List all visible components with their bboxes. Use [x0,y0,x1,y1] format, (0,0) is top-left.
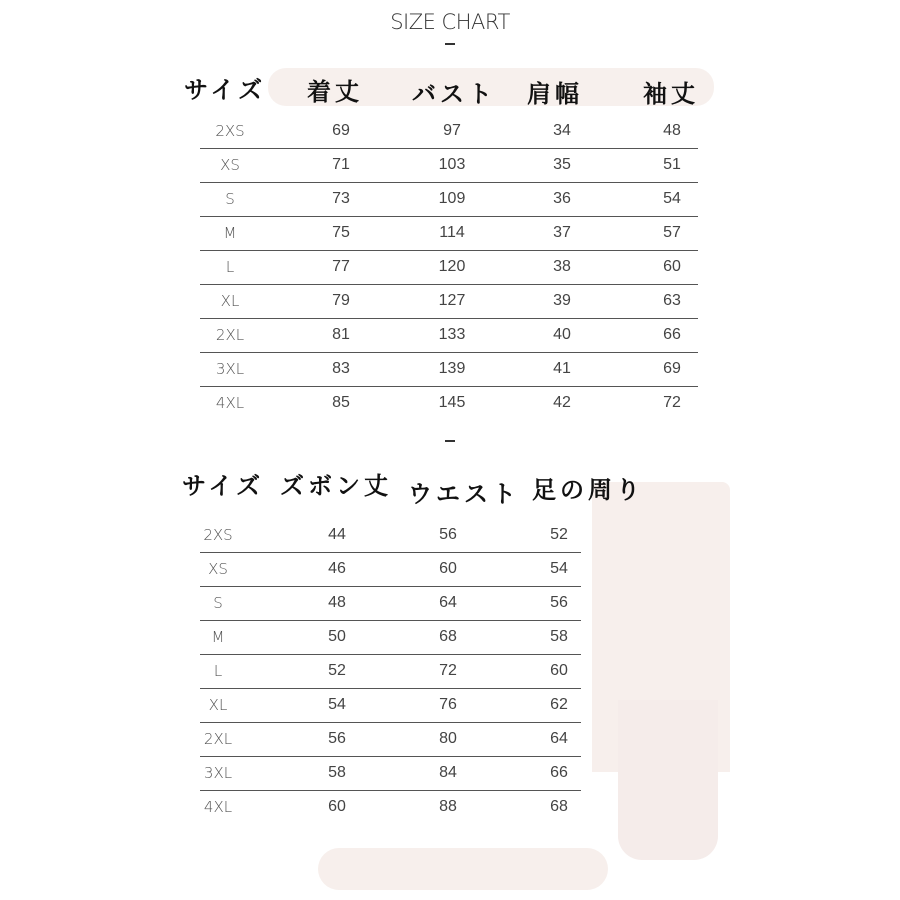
cell-pants-length: 52 [328,662,346,679]
cell-leg-opening: 64 [550,730,568,747]
table-row [200,620,581,655]
cell-length: 75 [332,224,350,241]
cell-pants-length: 48 [328,594,346,611]
cell-size: 2XL [203,730,233,748]
cell-shoulder: 40 [553,326,571,343]
table-row [200,182,698,217]
cell-leg-opening: 58 [550,628,568,645]
cell-length: 85 [332,394,350,411]
cell-bust: 103 [438,156,466,173]
cell-bust: 127 [438,292,466,309]
table-row [200,318,698,353]
cell-size: L [225,258,235,276]
cell-bust: 139 [438,360,466,377]
cell-shoulder: 41 [553,360,571,377]
cell-size: M [211,628,225,646]
table-row [200,148,698,183]
cell-waist: 72 [439,662,457,679]
table-row [200,722,581,757]
cell-sleeve: 69 [663,360,681,377]
table-row [200,586,581,621]
cell-size: 3XL [203,764,233,782]
table-row [200,654,581,689]
table-row [200,250,698,285]
cell-size: XS [220,156,240,174]
bottom-header-waist: ウエスト [408,480,520,508]
cell-length: 79 [332,292,350,309]
table-row [200,284,698,319]
section-divider [445,440,455,442]
cell-shoulder: 35 [553,156,571,173]
table-row [200,552,581,587]
cell-sleeve: 66 [663,326,681,343]
cell-shoulder: 38 [553,258,571,275]
cell-length: 71 [332,156,350,173]
top-header-sleeve: 袖丈 [643,80,699,108]
cell-bust: 114 [439,224,465,241]
brush-stroke-side-lower [618,700,718,860]
cell-bust: 97 [443,122,461,139]
table-row [200,352,698,387]
cell-pants-length: 60 [328,798,346,815]
cell-waist: 80 [439,730,457,747]
cell-bust: 133 [438,326,466,343]
cell-shoulder: 42 [553,394,571,411]
cell-size: 2XS [203,526,233,544]
cell-sleeve: 63 [663,292,681,309]
cell-waist: 64 [439,594,457,611]
cell-bust: 145 [438,394,466,411]
top-header-length: 着丈 [307,78,363,106]
top-header-bust: バスト [412,80,496,108]
table-row [200,790,581,824]
table-row [200,756,581,791]
cell-size: S [213,594,223,612]
top-header-shoulder: 肩幅 [527,80,583,108]
bottom-header-leg-opening: 足の周り [532,476,644,504]
cell-size: 2XL [215,326,245,344]
cell-size: M [223,224,237,242]
cell-waist: 56 [439,526,457,543]
cell-pants-length: 58 [328,764,346,781]
cell-shoulder: 37 [553,224,571,241]
cell-shoulder: 39 [553,292,571,309]
page-title: SIZE CHART [390,10,510,34]
cell-leg-opening: 66 [550,764,568,781]
cell-shoulder: 36 [553,190,571,207]
cell-leg-opening: 54 [550,560,568,577]
table-row [200,518,581,553]
title-divider [445,43,455,45]
cell-sleeve: 72 [663,394,681,411]
cell-size: L [213,662,223,680]
cell-size: XL [208,696,228,714]
cell-pants-length: 44 [328,526,346,543]
cell-length: 83 [332,360,350,377]
cell-pants-length: 46 [328,560,346,577]
cell-pants-length: 56 [328,730,346,747]
cell-size: 2XS [215,122,245,140]
cell-leg-opening: 60 [550,662,568,679]
table-row [200,216,698,251]
brush-stroke-bottom [318,848,608,890]
cell-leg-opening: 52 [550,526,568,543]
top-header-size: サイズ [184,76,267,104]
cell-waist: 84 [439,764,457,781]
cell-size: 4XL [215,394,245,412]
cell-waist: 60 [439,560,457,577]
cell-length: 73 [332,190,350,207]
cell-waist: 88 [439,798,457,815]
cell-length: 81 [332,326,350,343]
cell-sleeve: 60 [663,258,681,275]
table-row [200,688,581,723]
cell-size: S [225,190,235,208]
cell-leg-opening: 56 [550,594,568,611]
cell-size: XL [220,292,240,310]
cell-size: XS [208,560,228,578]
table-row [200,114,698,149]
cell-pants-length: 50 [328,628,346,645]
cell-shoulder: 34 [553,122,571,139]
cell-waist: 76 [439,696,457,713]
table-row [200,386,698,420]
cell-waist: 68 [439,628,457,645]
cell-bust: 109 [438,190,466,207]
cell-size: 4XL [203,798,233,816]
cell-bust: 120 [438,258,466,275]
cell-sleeve: 54 [663,190,681,207]
cell-size: 3XL [215,360,245,378]
cell-sleeve: 57 [663,224,681,241]
cell-length: 69 [332,122,350,139]
cell-leg-opening: 62 [550,696,568,713]
bottom-header-size: サイズ [182,472,265,500]
cell-length: 77 [332,258,350,275]
cell-sleeve: 48 [663,122,681,139]
bottom-header-pants-length: ズボン丈 [280,472,392,500]
cell-leg-opening: 68 [550,798,568,815]
cell-pants-length: 54 [328,696,346,713]
cell-sleeve: 51 [663,156,681,173]
